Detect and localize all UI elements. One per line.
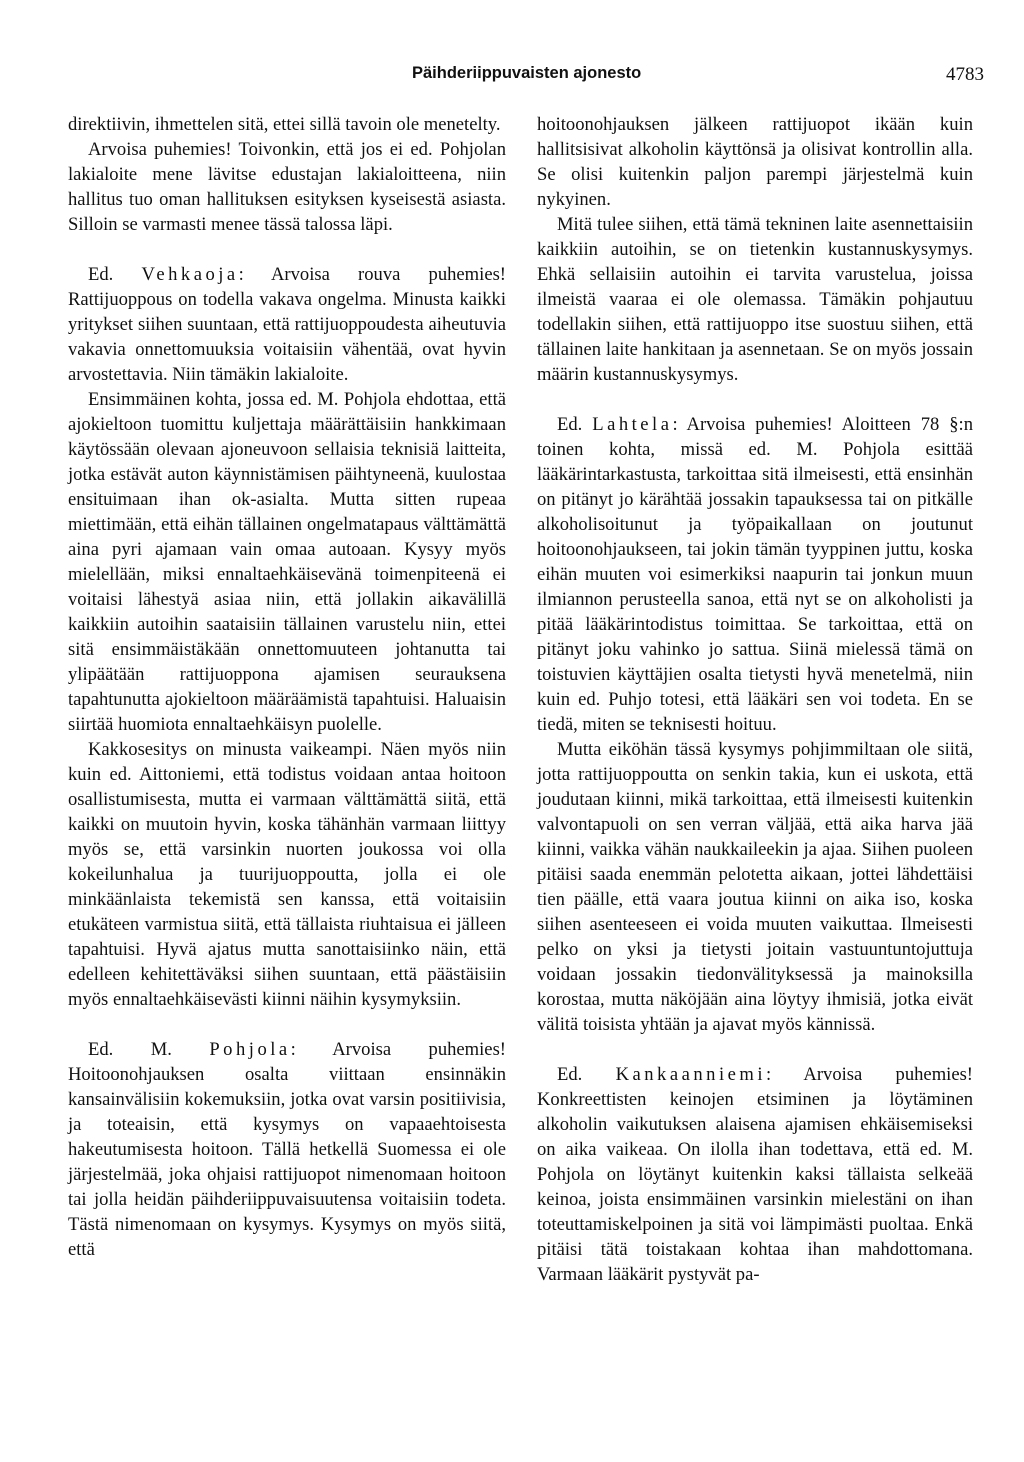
speaker-name: Pohjola [209,1039,291,1060]
speech-text: : Arvoisa rouva puhemies! Rattijuoppous on todella vakava ongelma. Minusta kaikki yritykset siihen suuntaan, että rattijuoppoudesta aiheutuvia vakavia onnettomuuksia voitaisiin vähentää, ovat hyvin arvostettavia. Niin tämäkin lakialoite. [68,264,506,385]
speaker-name: Lahtela [592,414,673,435]
speech-prefix: Ed. [557,414,593,435]
speech-paragraph [537,412,973,737]
speech-paragraph [537,1062,973,1287]
paragraph: Mitä tulee siihen, että tämä tekninen laite asennettaisiin kaikkiin autoihin, se on tietenkin kustannuskysymys. Ehkä sellaisiin autoihin ei tarvita varustelua, joissa ilmeistä vaaraa ei ole olemassa. Tämäkin pohjautuu todellakin siihen, että rattijuoppo itse suostuu siihen, että tällainen laite hankitaan ja asennetaan. Se on myös jossain määrin kustannuskysymys. [537,214,973,385]
page-number: 4783 [946,64,984,85]
speaker-name: Kankaanniemi [615,1064,766,1085]
right-column [537,112,973,1287]
speech-prefix: Ed. M. [88,1039,210,1060]
speech-prefix: Ed. [557,1064,616,1085]
speech-text: : Arvoisa puhemies! Hoitoonohjauksen osalta viittaan ensinnäkin kansainvälisiin kokemuksiin, jotka ovat varsin positiivisia, ja toteaisin, että kysymys on vapaaehtoisesta hakeutumisesta hoitoon. Tällä hetkellä Suomessa ei ole järjestelmää, joka ohjaisi rattijuopot nimenomaan hoitoon tai jolla heidän päihderiippuvaisuutensa voitaisiin todeta. Tästä nimenomaan on kysymys. Kysymys on myös siitä, että [68,1039,506,1260]
paragraph: direktiivin, ihmettelen sitä, ettei sillä tavoin ole menetelty. [68,114,501,135]
paragraph: hoitoonohjauksen jälkeen rattijuopot ikään kuin hallitsisivat alkoholin käyttönsä ja olisivat kontrollin alla. Se olisi kuitenkin paljon parempi järjestelmä kuin nykyinen. [537,114,973,210]
running-title: Päihderiippuvaisten ajonesto [412,64,642,82]
speech-prefix: Ed. [88,264,142,285]
speech-paragraph [68,1037,506,1262]
speech-paragraph [68,262,506,387]
running-header [0,64,1024,92]
paragraph: Kakkosesitys on minusta vaikeampi. Näen myös niin kuin ed. Aittoniemi, että todistus voidaan antaa hoitoon osallistumisesta, mutta ei varmaan välttämättä siitä, että kaikki on muutoin hyvin, koska tähänhän varmaan liittyy myös se, että varsinkin nuorten joukossa voi olla kokeilunhalua ja tuurijuoppoutta, jolla ei ole minkäänlaista tekemistä sen kanssa, että voitaisiin etukäteen varmistua siitä, että tällaista riuhtaisua ei jälleen tapahtuisi. Hyvä ajatus mutta sanottaisiinko näin, että edelleen kehitettäväksi siihen suuntaan, että päästäisiin myös ennaltaehkäisevästi kiinni näihin kysymyksiin. [68,739,506,1010]
speech-text: : Arvoisa puhemies! Konkreettisten keinojen etsiminen ja löytäminen alkoholin vaikutuksen alaisena ajamisen ehkäisemiseksi on aika vaikeaa. On ilolla ihan todettava, että ed. M. Pohjola on löytänyt kuitenkin kaksi tällaista selkeää keinoa, joista ensimmäinen varsinkin mielestäni on ihan toteuttamiskelpoinen ja sitä voi lämpimästi puoltaa. Enkä pitäisi tätä toistakaan kohtaa ihan mahdottomana. Varmaan lääkärit pystyvät pa- [537,1064,973,1285]
paragraph: Arvoisa puhemies! Toivonkin, että jos ei ed. Pohjolan lakialoite mene lävitse edustajan lakialoitteena, niin hallitus tuo oman hallituksen esityksen kyseisestä asiasta. Silloin se varmasti menee tässä talossa läpi. [68,139,506,235]
speaker-name: Vehkaoja [141,264,239,285]
left-column [68,112,506,1262]
speech-text: : Arvoisa puhemies! Aloitteen 78 §:n toinen kohta, missä ed. M. Pohjola esittää lääkärintarkastusta, tarkoittaa sitä ilmeisesti, että ensinhän on pitänyt jo kärähtää jossakin tapauksessa tai on pitkälle alkoholisoitunut ja työpaikallaan on joutunut hoitoonohjaukseen, tai jokin tämän tyyppinen juttu, koska eihän muuten voi esimerkiksi naapurin tai jonkun muun ilmiannon perusteella sanoa, että nyt se on alkoholisti ja pitää lääkärintodistus toimittaa. Se tarkoittaa, että on pitänyt joku vahinko jo sattua. Siinä mielessä tämä on toistuvien käyttäjien osalta tietysti hyvä menetelmä, niin kuin ed. Puhjo totesi, että lääkäri sen voi todeta. En se tiedä, miten se teknisesti hoituu. [537,414,973,735]
paragraph: Ensimmäinen kohta, jossa ed. M. Pohjola ehdottaa, että ajokieltoon tuomittu kuljettaja määrättäisiin hankkimaan käytössään olevaan ajoneuvoon sellaisia teknisiä laitteita, jotka estävät auton käynnistämisen päihtyneenä, kuulostaa ensituimaan ihan ok-asialta. Mutta sitten rupeaa miettimään, että eihän tällainen ongelmatapaus välttämättä aina pyri ajamaan vain omaa autoaan. Kysyy myös mielellään, miksi ennaltaehkäisevänä toimenpiteenä ei voitaisi lähestyä asiaa niin, että jollakin aikavälillä kaikkiin autoihin saataisiin tällainen varustelu niin, ettei sitä ensimmäistäkään onnettomuuteen johtanutta tai ylipäätään rattijuoppona ajamisen seurauksena tapahtunutta ajokieltoon määräämistä tapahtuisi. Haluaisin siirtää huomiota ennaltaehkäisyn puolelle. [68,389,506,735]
paragraph: Mutta eiköhän tässä kysymys pohjimmiltaan ole siitä, jotta rattijuoppoutta on senkin takia, kun ei uskota, että joudutaan kiinni, mikä tarkoittaa, että ilmeisesti kuitenkin valvontapuoli on sen verran väljää, että aika harva jää kiinni, vaikka vähän naukkaileekin ja ajaa. Siihen puoleen pitäisi saada enemmän pelotetta aikaan, jottei lähdettäisi tien päälle, että vaara joutua kiinni on aika iso, koska siihen asenteeseen ei voida muuten vaikuttaa. Ilmeisesti pelko on yksi ja tietysti joitain vastuuntuntojuttuja voidaan jossakin tiedonvälityksessä ja mainoksilla korostaa, mutta näköjään aina löytyy ihmisiä, jotka eivät välitä toisista yhtään ja ajavat myös kännissä. [537,739,973,1035]
